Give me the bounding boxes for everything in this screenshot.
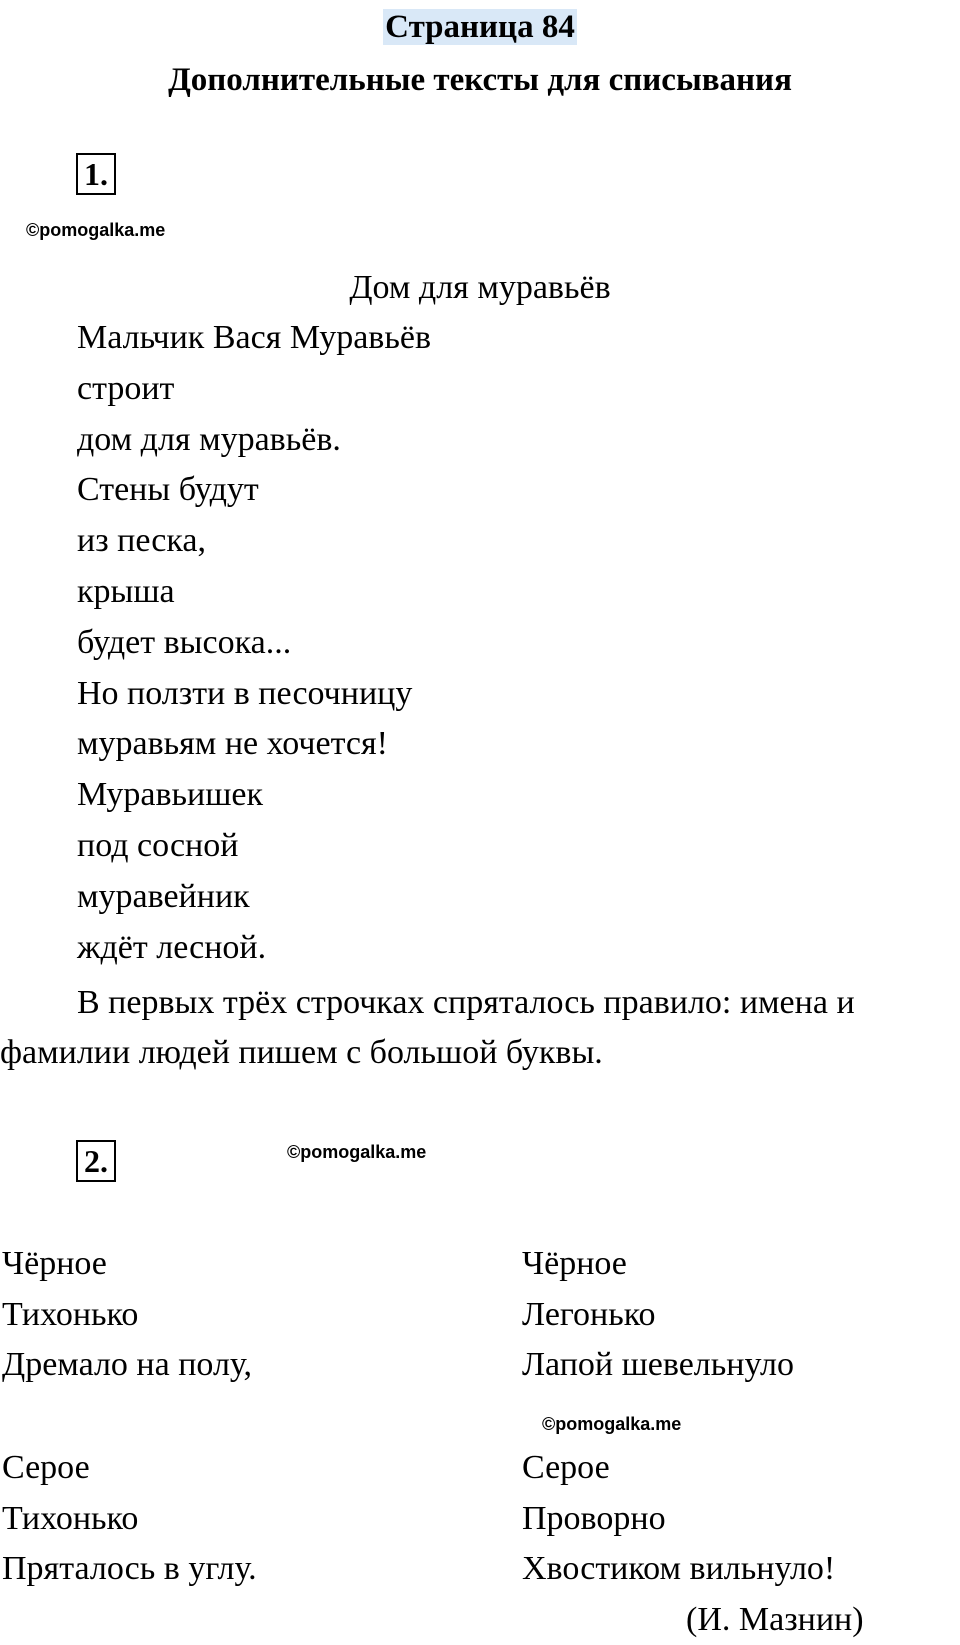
verse-line: Тихонько <box>2 1499 139 1537</box>
poem-lines <box>77 316 431 976</box>
verse-line: Чёрное <box>2 1245 107 1282</box>
poem-line: Мальчик Вася Муравьёв <box>77 319 431 356</box>
poem-author: (И. Мазнин) <box>686 1601 864 1638</box>
verse-line: Пряталось в углу. <box>2 1550 257 1588</box>
poem-line: будет высока... <box>77 623 292 661</box>
left-stanza-2 <box>2 1446 257 1598</box>
verse-line: Тихонько <box>2 1295 139 1333</box>
watermark: ©pomogalka.me <box>542 1414 682 1434</box>
left-stanza-1 <box>2 1242 252 1394</box>
poem-line: Но ползти в песочницу <box>77 674 413 712</box>
verse-line: Серое <box>522 1449 610 1486</box>
watermark: ©pomogalka.me <box>287 1142 427 1162</box>
poem-line: Муравьишек <box>77 776 264 814</box>
task-number-1: 1. <box>76 153 116 195</box>
poem-line: Стены будут <box>77 471 259 509</box>
watermark: ©pomogalka.me <box>26 220 166 240</box>
poem-line: дом для муравьёв. <box>77 420 341 458</box>
poem-line: муравьям не хочется! <box>77 725 388 763</box>
verse-line: Проворно <box>522 1499 666 1537</box>
poem-line: под сосной <box>77 826 239 864</box>
poem-title: Дом для муравьёв <box>349 269 611 306</box>
page-subtitle: Дополнительные тексты для списывания <box>168 62 792 98</box>
poem-line: строит <box>77 369 175 407</box>
verse-line: Чёрное <box>522 1245 627 1282</box>
poem-line: ждёт лесной. <box>77 928 267 966</box>
verse-line: Хвостиком вильнуло! <box>522 1550 836 1588</box>
verse-line: Легонько <box>522 1295 656 1333</box>
right-stanza-1 <box>522 1242 794 1394</box>
task-number-2: 2. <box>76 1140 116 1182</box>
right-stanza-2 <box>522 1446 835 1598</box>
poem-line: муравейник <box>77 877 250 915</box>
poem-line: из песка, <box>77 522 206 560</box>
verse-line: Дремало на полу, <box>2 1346 253 1384</box>
verse-line: Серое <box>2 1449 90 1486</box>
verse-line: Лапой шевельнуло <box>522 1346 794 1384</box>
poem-line: крыша <box>77 572 175 610</box>
rule-note: В первых трёх строчках спряталось правило: имена и фамилии людей пишем с большой буквы. <box>0 984 855 1071</box>
page-title <box>0 6 960 48</box>
page-title-text: Страница 84 <box>385 9 575 45</box>
